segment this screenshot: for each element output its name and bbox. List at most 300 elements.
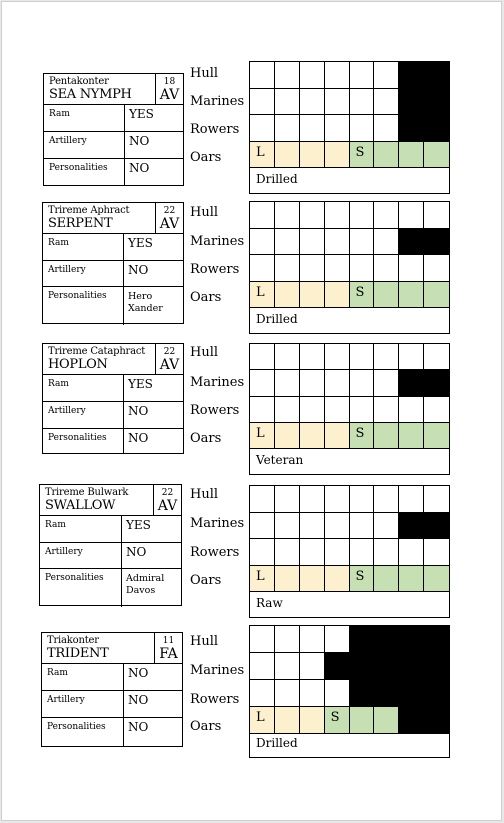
ship-card (42, 343, 184, 454)
cell-marines[interactable] (325, 370, 350, 396)
cell-rowers[interactable] (325, 255, 350, 282)
label-ram: Ram (49, 109, 70, 119)
cell-hull[interactable] (374, 344, 399, 370)
card-header (40, 485, 181, 516)
cell-marines[interactable] (399, 229, 424, 256)
ship-type: AV (159, 357, 180, 373)
cell-rowers[interactable] (374, 539, 399, 566)
value-cell-ram (123, 234, 183, 260)
cell-marines[interactable] (374, 370, 399, 396)
oars-l-mark: L (256, 710, 265, 725)
value-cell-artillery (124, 132, 183, 158)
cell-hull[interactable] (424, 486, 449, 513)
label-oars: Oars (190, 150, 222, 165)
card-header (43, 203, 183, 234)
cell-rowers[interactable] (300, 115, 325, 142)
cell-rowers[interactable] (424, 680, 449, 707)
cell-marines[interactable] (275, 229, 300, 256)
cell-marines[interactable] (325, 513, 350, 540)
value-personalities: NO (128, 431, 149, 445)
cell-oars[interactable] (424, 566, 449, 593)
cell-hull[interactable] (275, 202, 300, 229)
cell-hull[interactable] (374, 62, 399, 89)
cell-marines[interactable] (250, 89, 275, 116)
ship-card (43, 73, 184, 186)
damage-track (249, 485, 450, 593)
points-box (155, 74, 183, 105)
value-cell-ram (123, 375, 183, 401)
cell-oars[interactable] (399, 707, 424, 734)
points-box (153, 485, 181, 516)
cell-marines[interactable] (424, 229, 449, 256)
cell-marines[interactable] (300, 89, 325, 116)
row-personalities (43, 429, 183, 454)
cell-hull[interactable] (250, 626, 275, 653)
crew-status-cell (249, 449, 450, 475)
label-marines: Marines (190, 663, 245, 678)
cell-oars[interactable] (300, 423, 325, 449)
label-rowers: Rowers (190, 403, 240, 418)
cell-rowers[interactable] (374, 255, 399, 282)
value-cell-ram (124, 105, 183, 131)
value-cell-artillery (121, 543, 181, 568)
cell-oars[interactable] (350, 707, 375, 734)
oars-s-mark: S (355, 425, 365, 441)
oars-s-mark: S (355, 568, 365, 584)
cell-hull[interactable] (275, 486, 300, 513)
oars-s-mark: S (355, 144, 365, 160)
ship-class: Trireme Cataphract (48, 346, 146, 357)
value-ram: YES (126, 518, 151, 532)
cell-oars[interactable] (325, 566, 350, 593)
label-artillery: Artillery (48, 265, 86, 275)
cell-hull[interactable] (300, 344, 325, 370)
cell-rowers[interactable] (374, 397, 399, 423)
cell-oars[interactable] (300, 566, 325, 593)
label-personalities: Personalities (48, 433, 107, 443)
cell-marines[interactable] (325, 89, 350, 116)
value-personalities: Hero Xander (128, 291, 163, 314)
row-ram (42, 664, 182, 691)
label-hull: Hull (190, 66, 219, 81)
value-artillery: NO (126, 545, 147, 559)
value-cell-personalities (124, 159, 183, 186)
cell-hull[interactable] (350, 62, 375, 89)
cell-marines[interactable] (424, 513, 449, 540)
value-artillery: NO (128, 404, 149, 418)
cell-hull[interactable] (399, 486, 424, 513)
cell-hull[interactable] (275, 344, 300, 370)
ship-points: 22 (163, 206, 176, 216)
label-oars: Oars (190, 573, 222, 588)
cell-marines[interactable] (250, 370, 275, 396)
cell-oars[interactable] (424, 282, 449, 309)
cell-marines[interactable] (399, 513, 424, 540)
points-box (154, 633, 182, 664)
ship-class: Trireme Aphract (48, 205, 130, 216)
cell-hull[interactable] (424, 62, 449, 89)
value-ram: NO (128, 666, 149, 680)
cell-oars[interactable] (275, 566, 300, 593)
cell-marines[interactable] (275, 653, 300, 680)
value-cell-personalities (123, 429, 183, 454)
cell-rowers[interactable] (275, 115, 300, 142)
cell-marines[interactable] (399, 653, 424, 680)
ship-class: Trireme Bulwark (45, 487, 129, 498)
cell-hull[interactable] (325, 344, 350, 370)
cell-marines[interactable] (350, 653, 375, 680)
cell-marines[interactable] (300, 370, 325, 396)
ship-name: TRIDENT (47, 646, 109, 661)
cell-oars[interactable] (325, 423, 350, 449)
card-header (42, 633, 182, 664)
damage-track (249, 343, 450, 450)
ship-class: Triakonter (47, 635, 99, 646)
oars-l-mark: L (256, 568, 265, 584)
cell-rowers[interactable] (350, 255, 375, 282)
cell-oars[interactable] (424, 423, 449, 449)
cell-rowers[interactable] (325, 680, 350, 707)
cell-rowers[interactable] (399, 397, 424, 423)
ship-points: 11 (162, 636, 175, 646)
label-personalities: Personalities (47, 722, 106, 732)
label-marines: Marines (190, 234, 245, 249)
crew-status-cell (249, 734, 450, 758)
label-marines: Marines (190, 516, 245, 531)
cell-oars[interactable] (275, 423, 300, 449)
cell-rowers[interactable] (350, 115, 375, 142)
value-cell-ram (123, 664, 182, 690)
cell-rowers[interactable] (300, 680, 325, 707)
value-cell-artillery (123, 691, 182, 717)
cell-hull[interactable] (275, 62, 300, 89)
ship-card (41, 632, 183, 747)
cell-oars[interactable] (300, 707, 325, 734)
cell-marines[interactable] (374, 513, 399, 540)
cell-hull[interactable] (300, 202, 325, 229)
ship-type: AV (157, 498, 178, 514)
cell-marines[interactable] (350, 89, 375, 116)
cell-marines[interactable] (424, 653, 449, 680)
cell-oars[interactable] (399, 566, 424, 593)
ship-type: FA (159, 646, 178, 662)
cell-oars[interactable] (350, 566, 375, 593)
value-artillery: NO (128, 693, 149, 707)
value-cell-personalities (123, 718, 182, 746)
cell-marines[interactable] (350, 513, 375, 540)
cell-rowers[interactable] (399, 115, 424, 142)
damage-track (249, 201, 450, 309)
cell-hull[interactable] (275, 626, 300, 653)
cell-rowers[interactable] (374, 680, 399, 707)
cell-marines[interactable] (325, 229, 350, 256)
label-artillery: Artillery (48, 406, 86, 416)
cell-rowers[interactable] (325, 397, 350, 423)
row-personalities (42, 718, 182, 746)
crew-status: Raw (256, 596, 283, 610)
cell-marines[interactable] (275, 89, 300, 116)
ship-class: Pentakonter (49, 76, 109, 87)
cell-rowers[interactable] (275, 255, 300, 282)
cell-marines[interactable] (250, 513, 275, 540)
cell-hull[interactable] (325, 486, 350, 513)
cell-oars[interactable] (250, 282, 275, 309)
cell-marines[interactable] (250, 653, 275, 680)
cell-marines[interactable] (399, 370, 424, 396)
label-hull: Hull (190, 345, 219, 360)
value-cell-ram (121, 516, 181, 542)
cell-marines[interactable] (350, 229, 375, 256)
cell-oars[interactable] (275, 707, 300, 734)
cell-hull[interactable] (424, 626, 449, 653)
oars-s-mark: S (330, 710, 340, 725)
cell-hull[interactable] (325, 62, 350, 89)
cell-oars[interactable] (300, 142, 325, 169)
label-marines: Marines (190, 375, 245, 390)
label-oars: Oars (190, 431, 222, 446)
crew-status: Veteran (256, 453, 304, 467)
cell-hull[interactable] (250, 486, 275, 513)
value-cell-personalities (121, 569, 181, 607)
ship-points: 22 (163, 347, 176, 357)
label-hull: Hull (190, 205, 219, 220)
value-ram: YES (129, 107, 154, 121)
cell-marines[interactable] (275, 513, 300, 540)
cell-marines[interactable] (275, 370, 300, 396)
cell-marines[interactable] (350, 370, 375, 396)
row-ram (43, 234, 183, 261)
label-marines: Marines (190, 94, 245, 109)
cell-oars[interactable] (374, 423, 399, 449)
cell-rowers[interactable] (350, 539, 375, 566)
row-artillery (43, 402, 183, 429)
row-artillery (42, 691, 182, 718)
label-artillery: Artillery (49, 136, 87, 146)
ship-name: HOPLON (48, 357, 108, 372)
cell-rowers[interactable] (325, 115, 350, 142)
cell-oars[interactable] (350, 142, 375, 169)
card-header (43, 344, 183, 375)
cell-rowers[interactable] (350, 397, 375, 423)
cell-marines[interactable] (399, 89, 424, 116)
crew-status-cell (249, 308, 450, 334)
label-rowers: Rowers (190, 122, 240, 137)
cell-rowers[interactable] (250, 680, 275, 707)
value-cell-artillery (123, 261, 183, 286)
ship-type: AV (159, 216, 180, 232)
label-rowers: Rowers (190, 545, 240, 560)
cell-oars[interactable] (250, 423, 275, 449)
damage-track (249, 61, 450, 169)
row-artillery (43, 261, 183, 287)
cell-hull[interactable] (250, 202, 275, 229)
cell-hull[interactable] (300, 486, 325, 513)
label-oars: Oars (190, 290, 222, 305)
card-header (44, 74, 183, 105)
cell-rowers[interactable] (275, 680, 300, 707)
label-oars: Oars (190, 719, 222, 734)
cell-oars[interactable] (275, 282, 300, 309)
cell-marines[interactable] (424, 89, 449, 116)
ship-card (39, 484, 182, 606)
oars-l-mark: L (256, 425, 265, 441)
label-hull: Hull (190, 487, 219, 502)
cell-oars[interactable] (250, 707, 275, 734)
row-personalities (44, 159, 183, 186)
label-ram: Ram (47, 668, 68, 678)
cell-hull[interactable] (350, 626, 375, 653)
cell-rowers[interactable] (250, 115, 275, 142)
value-personalities: Admiral Davos (126, 573, 165, 596)
cell-hull[interactable] (350, 202, 375, 229)
crew-status: Drilled (256, 736, 298, 750)
cell-oars[interactable] (374, 707, 399, 734)
cell-oars[interactable] (374, 142, 399, 169)
cell-hull[interactable] (424, 202, 449, 229)
row-personalities (43, 287, 183, 325)
points-box (155, 203, 183, 234)
cell-oars[interactable] (399, 423, 424, 449)
cell-rowers[interactable] (424, 397, 449, 423)
label-personalities: Personalities (45, 573, 104, 583)
row-ram (43, 375, 183, 402)
oars-s-mark: S (355, 284, 365, 300)
cell-rowers[interactable] (275, 397, 300, 423)
ship-name: SWALLOW (45, 498, 116, 513)
ship-card (42, 202, 184, 324)
cell-rowers[interactable] (399, 680, 424, 707)
row-ram (40, 516, 181, 543)
value-personalities: NO (129, 161, 150, 175)
value-cell-personalities (123, 287, 183, 325)
row-ram (44, 105, 183, 132)
cell-hull[interactable] (300, 626, 325, 653)
cell-marines[interactable] (374, 89, 399, 116)
label-ram: Ram (48, 238, 69, 248)
cell-oars[interactable] (250, 142, 275, 169)
cell-oars[interactable] (325, 142, 350, 169)
cell-oars[interactable] (325, 707, 350, 734)
cell-oars[interactable] (374, 282, 399, 309)
value-ram: YES (128, 377, 153, 391)
label-personalities: Personalities (48, 291, 107, 301)
cell-marines[interactable] (300, 513, 325, 540)
cell-marines[interactable] (374, 229, 399, 256)
value-artillery: NO (129, 134, 150, 148)
cell-rowers[interactable] (424, 539, 449, 566)
row-artillery (44, 132, 183, 159)
oars-l-mark: L (256, 144, 265, 160)
value-artillery: NO (128, 263, 149, 277)
cell-hull[interactable] (374, 486, 399, 513)
cell-rowers[interactable] (350, 680, 375, 707)
label-rowers: Rowers (190, 262, 240, 277)
cell-hull[interactable] (374, 626, 399, 653)
crew-status: Drilled (256, 312, 298, 326)
ship-name: SEA NYMPH (49, 87, 132, 102)
cell-hull[interactable] (374, 202, 399, 229)
cell-hull[interactable] (399, 344, 424, 370)
cell-rowers[interactable] (374, 115, 399, 142)
cell-rowers[interactable] (250, 255, 275, 282)
oars-l-mark: L (256, 284, 265, 300)
crew-status-cell (249, 168, 450, 194)
label-rowers: Rowers (190, 692, 240, 707)
value-personalities: NO (128, 720, 149, 734)
cell-hull[interactable] (399, 626, 424, 653)
cell-oars[interactable] (275, 142, 300, 169)
cell-oars[interactable] (350, 282, 375, 309)
ship-type: AV (159, 87, 180, 103)
ship-points: 22 (161, 488, 174, 498)
cell-hull[interactable] (399, 202, 424, 229)
cell-hull[interactable] (424, 344, 449, 370)
cell-oars[interactable] (325, 282, 350, 309)
label-personalities: Personalities (49, 163, 108, 173)
cell-oars[interactable] (424, 142, 449, 169)
cell-oars[interactable] (374, 566, 399, 593)
cell-hull[interactable] (250, 344, 275, 370)
crew-status: Drilled (256, 172, 298, 186)
cell-hull[interactable] (399, 62, 424, 89)
cell-rowers[interactable] (424, 255, 449, 282)
damage-track (249, 625, 450, 735)
cell-rowers[interactable] (424, 115, 449, 142)
cell-hull[interactable] (325, 202, 350, 229)
ship-points: 18 (163, 77, 176, 87)
cell-oars[interactable] (250, 566, 275, 593)
cell-rowers[interactable] (325, 539, 350, 566)
label-artillery: Artillery (47, 695, 85, 705)
value-ram: YES (128, 236, 153, 250)
cell-oars[interactable] (399, 142, 424, 169)
cell-oars[interactable] (399, 282, 424, 309)
cell-oars[interactable] (424, 707, 449, 734)
label-artillery: Artillery (45, 547, 83, 557)
value-cell-artillery (123, 402, 183, 428)
cell-hull[interactable] (300, 62, 325, 89)
cell-oars[interactable] (350, 423, 375, 449)
cell-marines[interactable] (300, 653, 325, 680)
cell-hull[interactable] (250, 62, 275, 89)
cell-hull[interactable] (350, 486, 375, 513)
ship-name: SERPENT (48, 216, 113, 231)
cell-hull[interactable] (350, 344, 375, 370)
cell-rowers[interactable] (275, 539, 300, 566)
label-ram: Ram (48, 379, 69, 389)
points-box (155, 344, 183, 375)
label-ram: Ram (45, 520, 66, 530)
cell-rowers[interactable] (399, 255, 424, 282)
cell-rowers[interactable] (399, 539, 424, 566)
row-personalities (40, 569, 181, 607)
cell-rowers[interactable] (300, 539, 325, 566)
cell-marines[interactable] (300, 229, 325, 256)
cell-rowers[interactable] (250, 397, 275, 423)
label-hull: Hull (190, 634, 219, 649)
cell-rowers[interactable] (250, 539, 275, 566)
crew-status-cell (249, 592, 450, 618)
cell-marines[interactable] (250, 229, 275, 256)
cell-oars[interactable] (300, 282, 325, 309)
row-artillery (40, 543, 181, 569)
cell-rowers[interactable] (300, 255, 325, 282)
cell-marines[interactable] (325, 653, 350, 680)
cell-marines[interactable] (424, 370, 449, 396)
cell-marines[interactable] (374, 653, 399, 680)
cell-hull[interactable] (325, 626, 350, 653)
cell-rowers[interactable] (300, 397, 325, 423)
